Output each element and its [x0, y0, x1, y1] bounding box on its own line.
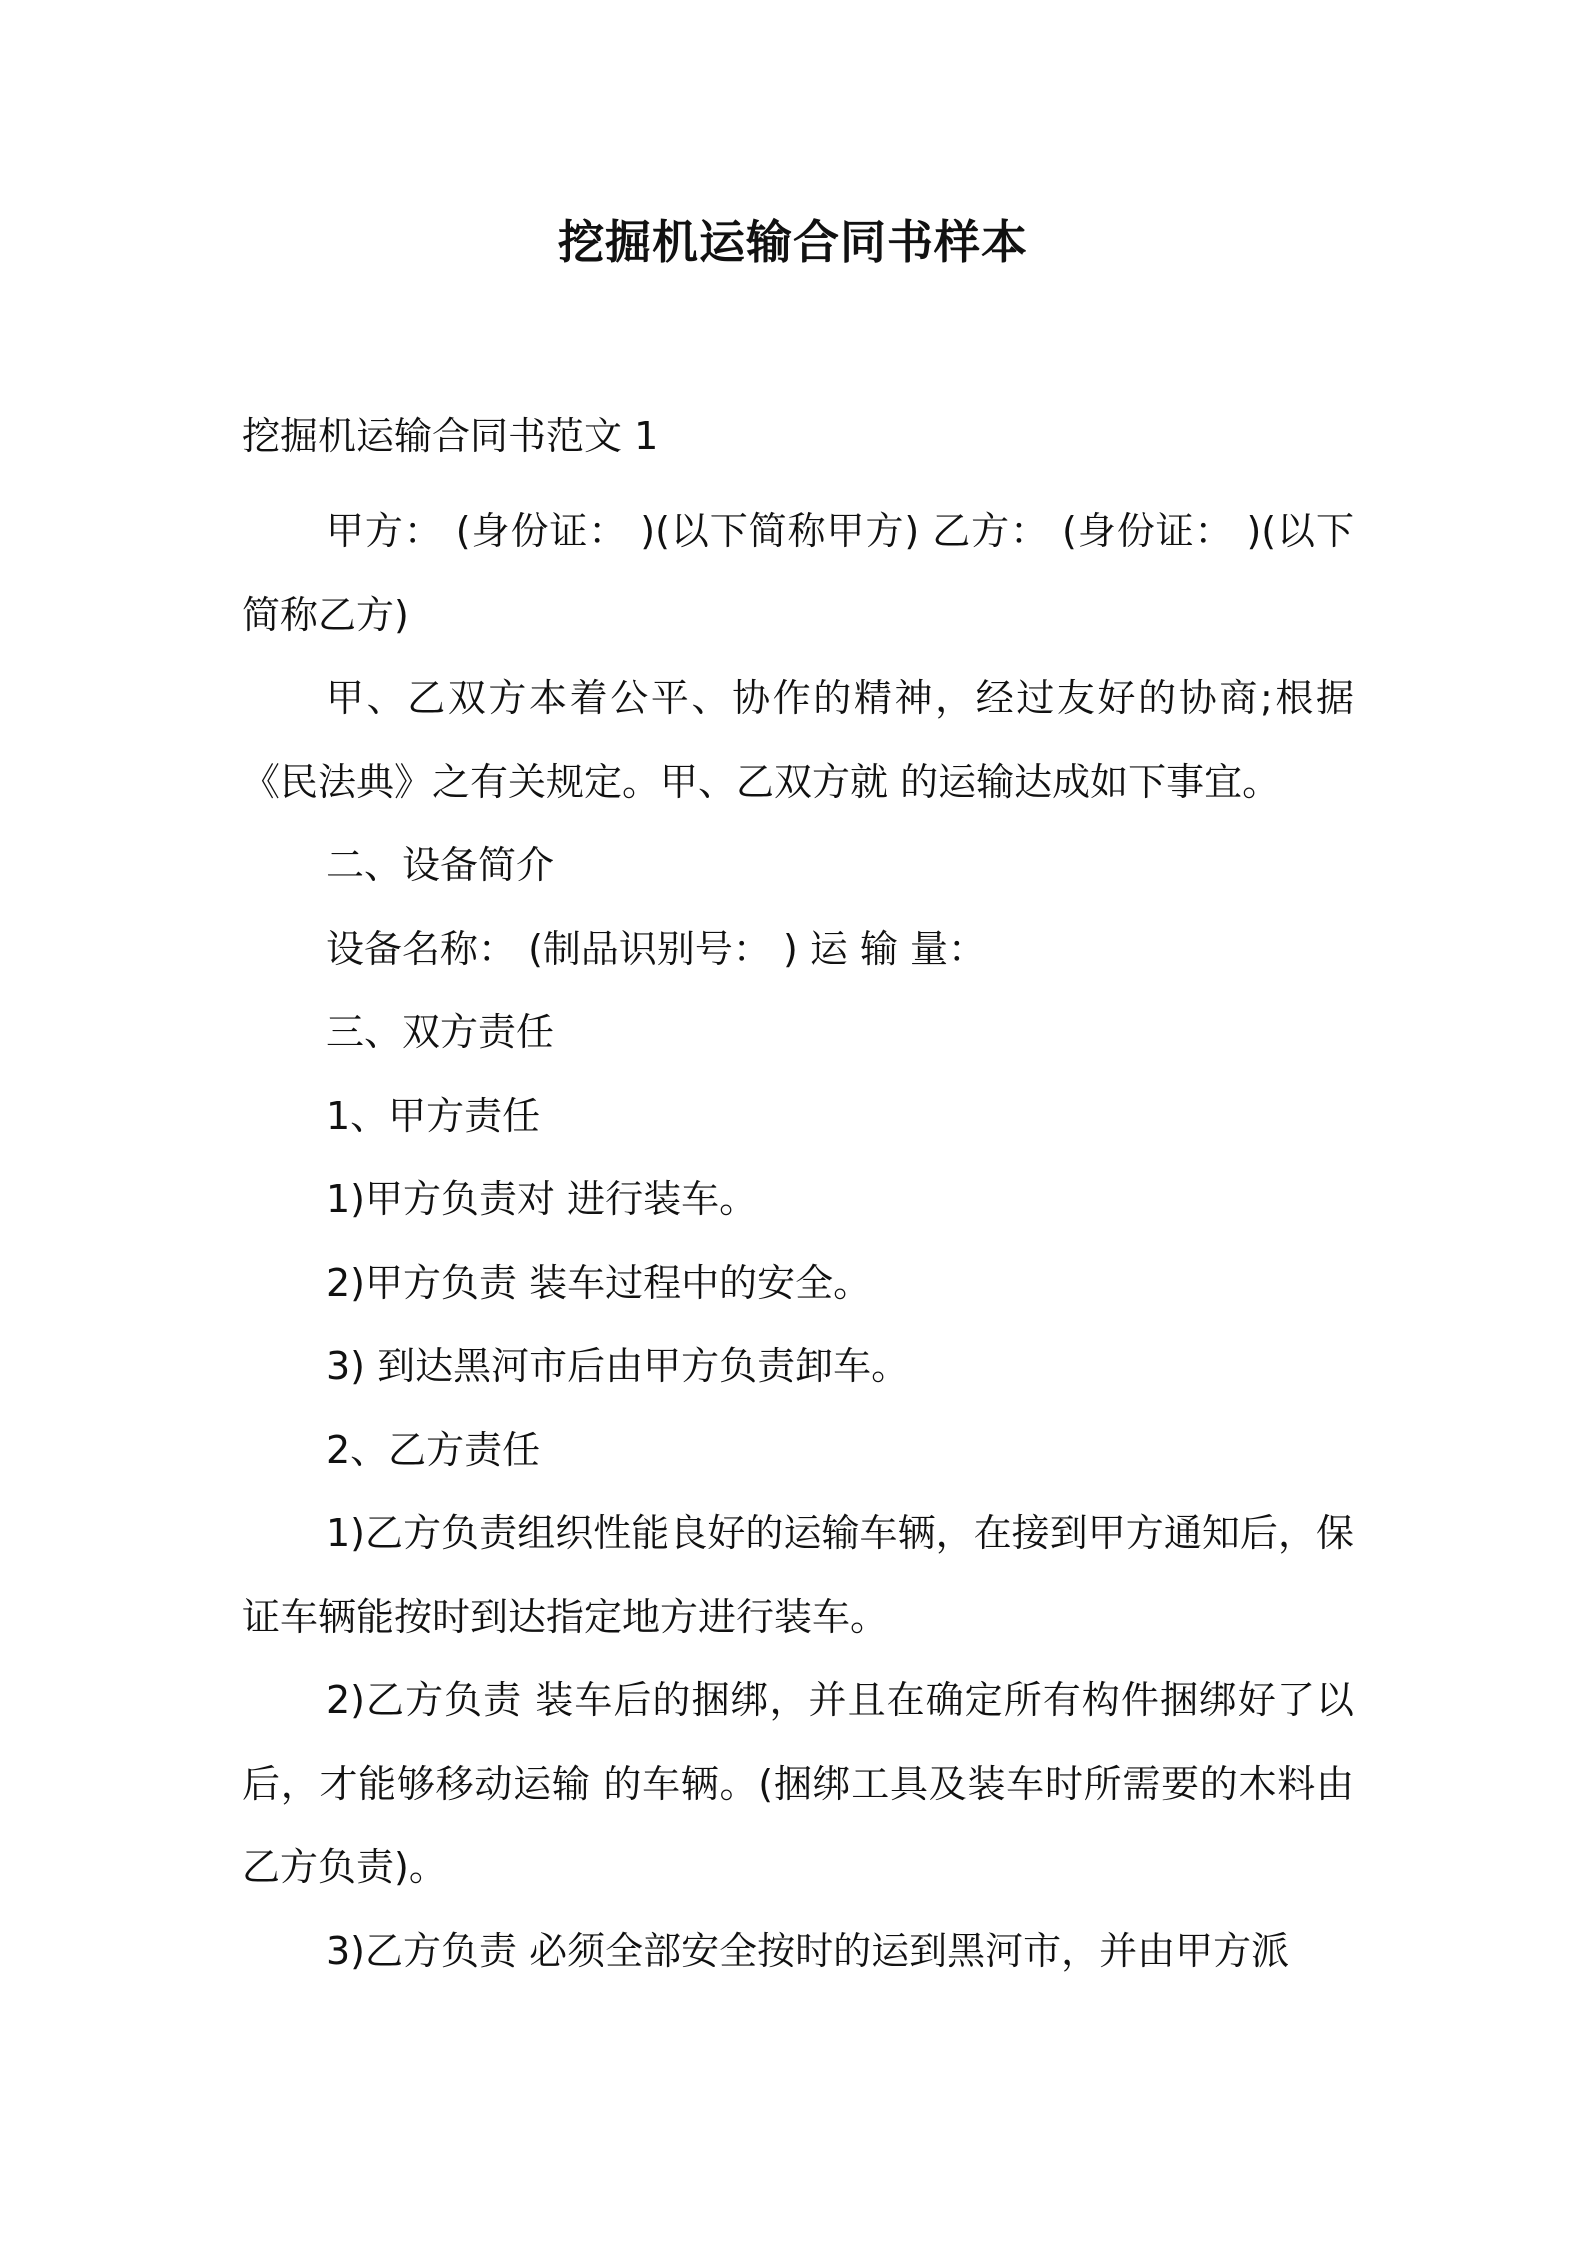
list-item: 2)甲方负责 装车过程中的安全。 — [326, 1260, 872, 1305]
paragraph-preamble: 甲、乙双方本着公平、协作的精神，经过友好的协商;根据《民法典》之有关规定。甲、乙双方就 的运输达成如下事宜。 — [242, 676, 1354, 804]
paragraph-parties: 甲方： (身份证： )(以下简称甲方) 乙方： (身份证： )(以下简称乙方) — [242, 509, 1354, 637]
subheading-party-a: 1、甲方责任 — [326, 1093, 541, 1138]
list-item: 3) 到达黑河市后由甲方负责卸车。 — [326, 1344, 910, 1388]
section-heading-equipment: 二、设备简介 — [326, 843, 555, 887]
document-body — [242, 490, 1354, 1993]
subheading-party-b: 2、乙方责任 — [326, 1427, 541, 1472]
list-item: 1)乙方负责组织性能良好的运输车辆，在接到甲方通知后，保证车辆能按时到达指定地方进行装车。 — [242, 1511, 1354, 1639]
list-item: 3)乙方负责 必须全部安全按时的运到黑河市，并由甲方派 — [326, 1928, 1290, 1973]
section-heading-responsibilities: 三、双方责任 — [326, 1010, 555, 1054]
list-item: 2)乙方负责 装车后的捆绑，并且在确定所有构件捆绑好了以后，才能够移动运输 的车辆。(捆绑工具及装车时所需要的木料由乙方负责)。 — [242, 1678, 1354, 1889]
document-title: 挖掘机运输合同书样本 — [558, 215, 1028, 269]
list-item: 1)甲方负责对 进行装车。 — [326, 1177, 758, 1221]
document-subtitle: 挖掘机运输合同书范文 1 — [242, 414, 659, 458]
paragraph-equipment-info: 设备名称： (制品识别号： ) 运 输 量： — [326, 926, 987, 971]
